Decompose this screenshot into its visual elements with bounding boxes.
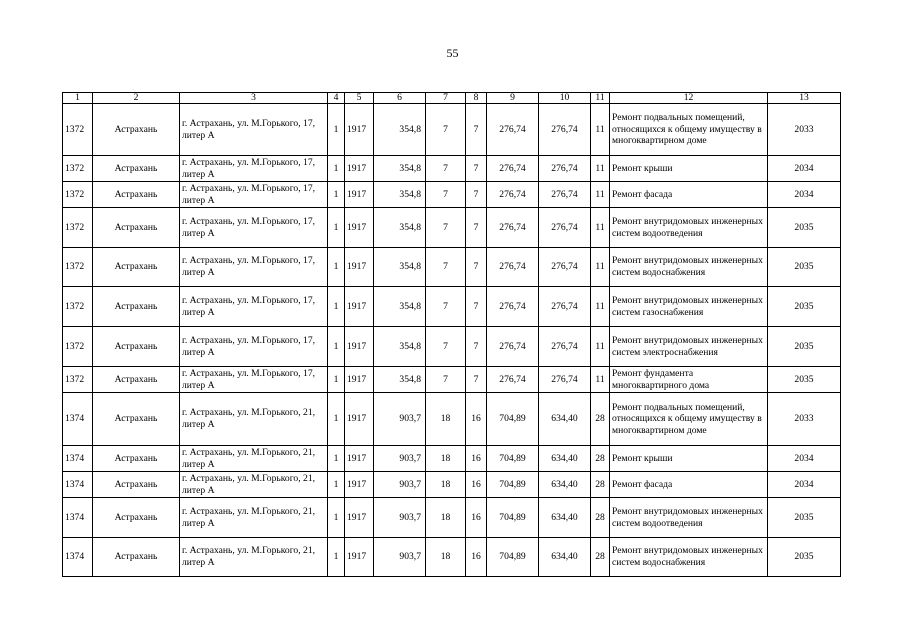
planned-year-cell: 2035 xyxy=(768,538,841,577)
address-cell: г. Астрахань, ул. М.Горького, 17, литер А xyxy=(180,104,328,156)
building-count-cell: 1 xyxy=(328,156,345,182)
work-type-cell: Ремонт подвальных помещений, относящихся к общему имуществу в многоквартирном доме xyxy=(610,393,768,446)
residents-count-cell: 11 xyxy=(591,156,610,182)
work-type-cell: Ремонт фасада xyxy=(610,472,768,498)
registry-number-cell: 1374 xyxy=(63,498,93,538)
residents-count-cell: 11 xyxy=(591,248,610,287)
column-number: 7 xyxy=(426,93,466,104)
planned-year-cell: 2035 xyxy=(768,287,841,327)
residential-area-cell: 704,89 xyxy=(487,538,539,577)
column-number: 2 xyxy=(93,93,180,104)
residents-count-cell: 28 xyxy=(591,393,610,446)
build-year-cell: 1917 xyxy=(345,182,374,208)
residential-area-cell: 276,74 xyxy=(487,208,539,248)
build-year-cell: 1917 xyxy=(345,104,374,156)
planned-year-cell: 2034 xyxy=(768,182,841,208)
municipality-cell: Астрахань xyxy=(93,538,180,577)
table-row xyxy=(63,287,841,327)
table-row xyxy=(63,498,841,538)
column-number: 3 xyxy=(180,93,328,104)
apartments-count-cell: 7 xyxy=(426,248,466,287)
municipality-cell: Астрахань xyxy=(93,248,180,287)
apartments-count-cell: 7 xyxy=(426,367,466,393)
build-year-cell: 1917 xyxy=(345,156,374,182)
residential-area-cell: 276,74 xyxy=(487,156,539,182)
total-area-cell: 354,8 xyxy=(374,367,426,393)
build-year-cell: 1917 xyxy=(345,248,374,287)
residential-units-cell: 7 xyxy=(466,327,487,367)
repair-schedule-table xyxy=(62,92,841,577)
registry-number-cell: 1374 xyxy=(63,538,93,577)
residential-units-cell: 7 xyxy=(466,156,487,182)
apartments-count-cell: 7 xyxy=(426,156,466,182)
registry-number-cell: 1374 xyxy=(63,446,93,472)
building-count-cell: 1 xyxy=(328,538,345,577)
address-cell: г. Астрахань, ул. М.Горького, 17, литер А xyxy=(180,156,328,182)
building-count-cell: 1 xyxy=(328,208,345,248)
building-count-cell: 1 xyxy=(328,104,345,156)
page-number: 55 xyxy=(446,46,459,60)
residential-units-cell: 7 xyxy=(466,182,487,208)
column-number-row xyxy=(63,93,841,104)
municipality-cell: Астрахань xyxy=(93,327,180,367)
address-cell: г. Астрахань, ул. М.Горького, 21, литер А xyxy=(180,393,328,446)
residential-area-cell: 704,89 xyxy=(487,472,539,498)
planned-year-cell: 2035 xyxy=(768,367,841,393)
building-count-cell: 1 xyxy=(328,498,345,538)
table-row xyxy=(63,156,841,182)
build-year-cell: 1917 xyxy=(345,498,374,538)
table-row xyxy=(63,248,841,287)
municipality-cell: Астрахань xyxy=(93,208,180,248)
registry-number-cell: 1372 xyxy=(63,208,93,248)
apartments-count-cell: 7 xyxy=(426,327,466,367)
municipality-cell: Астрахань xyxy=(93,156,180,182)
planned-year-cell: 2035 xyxy=(768,498,841,538)
private-area-cell: 276,74 xyxy=(539,327,591,367)
private-area-cell: 276,74 xyxy=(539,287,591,327)
private-area-cell: 276,74 xyxy=(539,367,591,393)
residential-area-cell: 276,74 xyxy=(487,367,539,393)
column-number: 11 xyxy=(591,93,610,104)
address-cell: г. Астрахань, ул. М.Горького, 17, литер А xyxy=(180,248,328,287)
residents-count-cell: 28 xyxy=(591,538,610,577)
building-count-cell: 1 xyxy=(328,248,345,287)
building-count-cell: 1 xyxy=(328,182,345,208)
address-cell: г. Астрахань, ул. М.Горького, 21, литер А xyxy=(180,498,328,538)
planned-year-cell: 2034 xyxy=(768,472,841,498)
registry-number-cell: 1374 xyxy=(63,472,93,498)
residents-count-cell: 28 xyxy=(591,498,610,538)
work-type-cell: Ремонт фундамента многоквартирного дома xyxy=(610,367,768,393)
private-area-cell: 634,40 xyxy=(539,446,591,472)
build-year-cell: 1917 xyxy=(345,472,374,498)
residential-units-cell: 16 xyxy=(466,498,487,538)
planned-year-cell: 2035 xyxy=(768,327,841,367)
apartments-count-cell: 7 xyxy=(426,287,466,327)
build-year-cell: 1917 xyxy=(345,446,374,472)
residential-units-cell: 16 xyxy=(466,393,487,446)
municipality-cell: Астрахань xyxy=(93,446,180,472)
table-row xyxy=(63,446,841,472)
work-type-cell: Ремонт крыши xyxy=(610,156,768,182)
column-number: 9 xyxy=(487,93,539,104)
private-area-cell: 276,74 xyxy=(539,104,591,156)
table-row xyxy=(63,472,841,498)
planned-year-cell: 2034 xyxy=(768,446,841,472)
building-count-cell: 1 xyxy=(328,472,345,498)
build-year-cell: 1917 xyxy=(345,367,374,393)
address-cell: г. Астрахань, ул. М.Горького, 21, литер А xyxy=(180,538,328,577)
total-area-cell: 903,7 xyxy=(374,498,426,538)
private-area-cell: 276,74 xyxy=(539,156,591,182)
registry-number-cell: 1372 xyxy=(63,156,93,182)
total-area-cell: 354,8 xyxy=(374,248,426,287)
residential-area-cell: 276,74 xyxy=(487,182,539,208)
private-area-cell: 276,74 xyxy=(539,208,591,248)
build-year-cell: 1917 xyxy=(345,208,374,248)
total-area-cell: 903,7 xyxy=(374,472,426,498)
residential-area-cell: 276,74 xyxy=(487,287,539,327)
column-number: 6 xyxy=(374,93,426,104)
build-year-cell: 1917 xyxy=(345,327,374,367)
build-year-cell: 1917 xyxy=(345,287,374,327)
residents-count-cell: 28 xyxy=(591,446,610,472)
work-type-cell: Ремонт внутридомовых инженерных систем электроснабжения xyxy=(610,327,768,367)
apartments-count-cell: 18 xyxy=(426,393,466,446)
municipality-cell: Астрахань xyxy=(93,498,180,538)
column-number: 12 xyxy=(610,93,768,104)
residential-units-cell: 7 xyxy=(466,248,487,287)
work-type-cell: Ремонт фасада xyxy=(610,182,768,208)
residential-area-cell: 704,89 xyxy=(487,498,539,538)
registry-number-cell: 1372 xyxy=(63,104,93,156)
work-type-cell: Ремонт внутридомовых инженерных систем водоотведения xyxy=(610,498,768,538)
work-type-cell: Ремонт внутридомовых инженерных систем водоотведения xyxy=(610,208,768,248)
planned-year-cell: 2034 xyxy=(768,156,841,182)
private-area-cell: 634,40 xyxy=(539,472,591,498)
residents-count-cell: 11 xyxy=(591,287,610,327)
address-cell: г. Астрахань, ул. М.Горького, 17, литер А xyxy=(180,182,328,208)
column-number: 8 xyxy=(466,93,487,104)
table-row xyxy=(63,104,841,156)
registry-number-cell: 1372 xyxy=(63,248,93,287)
registry-number-cell: 1374 xyxy=(63,393,93,446)
residential-units-cell: 7 xyxy=(466,287,487,327)
residential-area-cell: 704,89 xyxy=(487,446,539,472)
total-area-cell: 354,8 xyxy=(374,327,426,367)
table-row xyxy=(63,208,841,248)
total-area-cell: 354,8 xyxy=(374,208,426,248)
residential-area-cell: 276,74 xyxy=(487,104,539,156)
address-cell: г. Астрахань, ул. М.Горького, 17, литер А xyxy=(180,327,328,367)
municipality-cell: Астрахань xyxy=(93,367,180,393)
residential-area-cell: 276,74 xyxy=(487,327,539,367)
column-number: 13 xyxy=(768,93,841,104)
residential-units-cell: 7 xyxy=(466,367,487,393)
planned-year-cell: 2033 xyxy=(768,393,841,446)
building-count-cell: 1 xyxy=(328,446,345,472)
residential-area-cell: 704,89 xyxy=(487,393,539,446)
residents-count-cell: 11 xyxy=(591,208,610,248)
residents-count-cell: 11 xyxy=(591,367,610,393)
registry-number-cell: 1372 xyxy=(63,367,93,393)
private-area-cell: 276,74 xyxy=(539,248,591,287)
total-area-cell: 354,8 xyxy=(374,104,426,156)
apartments-count-cell: 18 xyxy=(426,498,466,538)
address-cell: г. Астрахань, ул. М.Горького, 21, литер А xyxy=(180,446,328,472)
private-area-cell: 634,40 xyxy=(539,538,591,577)
table-row xyxy=(63,393,841,446)
total-area-cell: 903,7 xyxy=(374,538,426,577)
building-count-cell: 1 xyxy=(328,393,345,446)
residents-count-cell: 28 xyxy=(591,472,610,498)
column-number: 10 xyxy=(539,93,591,104)
address-cell: г. Астрахань, ул. М.Горького, 17, литер А xyxy=(180,367,328,393)
total-area-cell: 903,7 xyxy=(374,393,426,446)
municipality-cell: Астрахань xyxy=(93,104,180,156)
apartments-count-cell: 7 xyxy=(426,208,466,248)
total-area-cell: 354,8 xyxy=(374,182,426,208)
building-count-cell: 1 xyxy=(328,327,345,367)
apartments-count-cell: 18 xyxy=(426,538,466,577)
residents-count-cell: 11 xyxy=(591,104,610,156)
total-area-cell: 354,8 xyxy=(374,156,426,182)
build-year-cell: 1917 xyxy=(345,393,374,446)
column-number: 5 xyxy=(345,93,374,104)
residents-count-cell: 11 xyxy=(591,182,610,208)
work-type-cell: Ремонт крыши xyxy=(610,446,768,472)
residential-units-cell: 7 xyxy=(466,208,487,248)
work-type-cell: Ремонт внутридомовых инженерных систем водоснабжения xyxy=(610,248,768,287)
column-number: 1 xyxy=(63,93,93,104)
address-cell: г. Астрахань, ул. М.Горького, 17, литер А xyxy=(180,208,328,248)
residential-units-cell: 7 xyxy=(466,104,487,156)
apartments-count-cell: 7 xyxy=(426,104,466,156)
residents-count-cell: 11 xyxy=(591,327,610,367)
address-cell: г. Астрахань, ул. М.Горького, 17, литер А xyxy=(180,287,328,327)
work-type-cell: Ремонт внутридомовых инженерных систем водоснабжения xyxy=(610,538,768,577)
column-number: 4 xyxy=(328,93,345,104)
address-cell: г. Астрахань, ул. М.Горького, 21, литер А xyxy=(180,472,328,498)
total-area-cell: 354,8 xyxy=(374,287,426,327)
residential-units-cell: 16 xyxy=(466,472,487,498)
private-area-cell: 634,40 xyxy=(539,393,591,446)
residential-units-cell: 16 xyxy=(466,446,487,472)
total-area-cell: 903,7 xyxy=(374,446,426,472)
work-type-cell: Ремонт подвальных помещений, относящихся к общему имуществу в многоквартирном доме xyxy=(610,104,768,156)
residential-units-cell: 16 xyxy=(466,538,487,577)
table-row xyxy=(63,182,841,208)
planned-year-cell: 2035 xyxy=(768,208,841,248)
municipality-cell: Астрахань xyxy=(93,393,180,446)
planned-year-cell: 2035 xyxy=(768,248,841,287)
apartments-count-cell: 18 xyxy=(426,472,466,498)
build-year-cell: 1917 xyxy=(345,538,374,577)
table-row xyxy=(63,538,841,577)
table-row xyxy=(63,327,841,367)
registry-number-cell: 1372 xyxy=(63,182,93,208)
municipality-cell: Астрахань xyxy=(93,287,180,327)
registry-number-cell: 1372 xyxy=(63,287,93,327)
private-area-cell: 276,74 xyxy=(539,182,591,208)
building-count-cell: 1 xyxy=(328,367,345,393)
registry-number-cell: 1372 xyxy=(63,327,93,367)
residential-area-cell: 276,74 xyxy=(487,248,539,287)
work-type-cell: Ремонт внутридомовых инженерных систем газоснабжения xyxy=(610,287,768,327)
planned-year-cell: 2033 xyxy=(768,104,841,156)
table-row xyxy=(63,367,841,393)
private-area-cell: 634,40 xyxy=(539,498,591,538)
apartments-count-cell: 18 xyxy=(426,446,466,472)
apartments-count-cell: 7 xyxy=(426,182,466,208)
municipality-cell: Астрахань xyxy=(93,182,180,208)
municipality-cell: Астрахань xyxy=(93,472,180,498)
building-count-cell: 1 xyxy=(328,287,345,327)
